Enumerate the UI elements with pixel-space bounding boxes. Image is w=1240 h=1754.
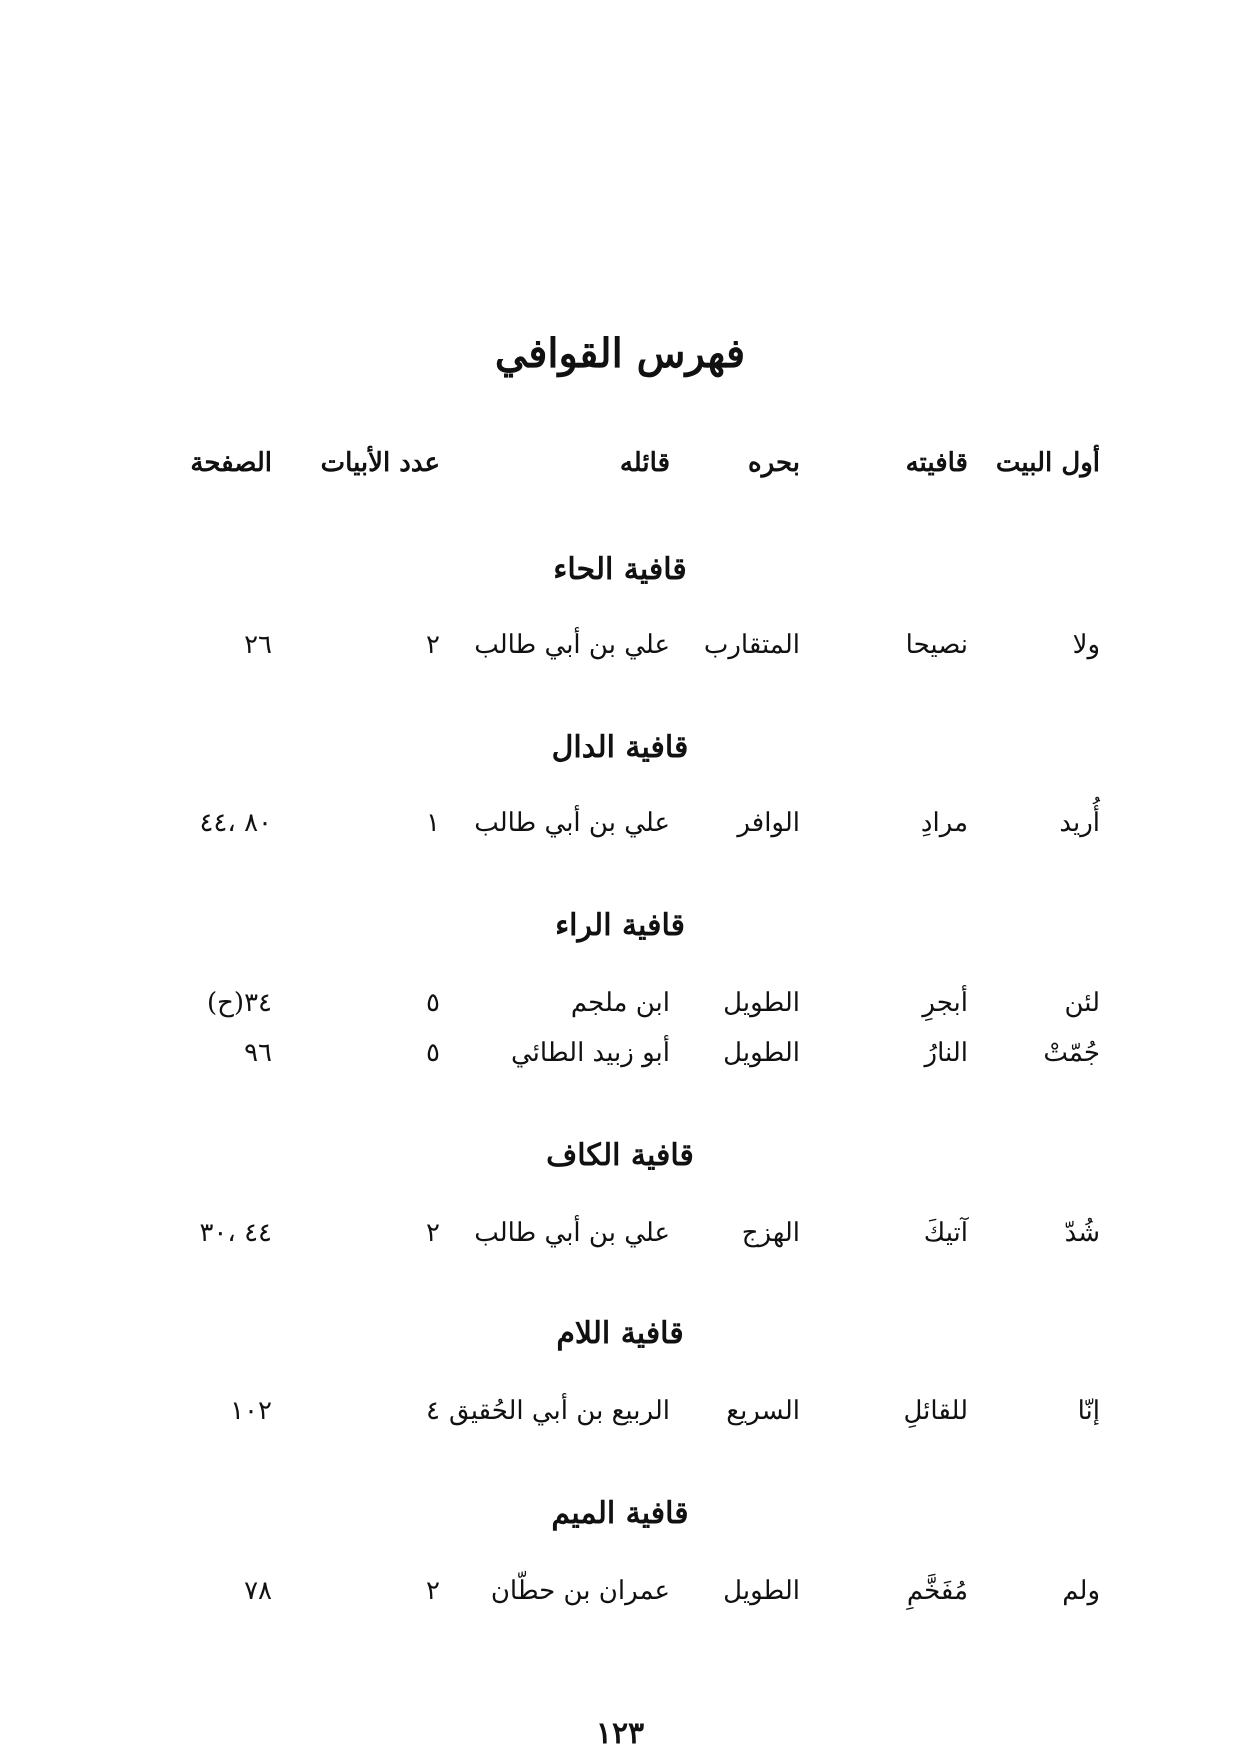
header-meter: بحره bbox=[748, 448, 800, 478]
cell-verse-count: ٢ bbox=[426, 630, 440, 660]
section-title-raa: قافية الراء bbox=[555, 908, 685, 943]
section-title-mim: قافية الميم bbox=[551, 1496, 689, 1531]
section-title-dal: قافية الدال bbox=[551, 730, 689, 765]
cell-page: ٩٦ bbox=[244, 1038, 272, 1068]
section-title-lam: قافية اللام bbox=[556, 1316, 684, 1351]
header-page: الصفحة bbox=[190, 448, 272, 478]
table-row bbox=[0, 1038, 1240, 1082]
cell-poet: علي بن أبي طالب bbox=[474, 630, 670, 660]
table-row bbox=[0, 1218, 1240, 1262]
table-row bbox=[0, 988, 1240, 1032]
cell-rhyme: مُفَخَّمِ bbox=[906, 1576, 968, 1606]
cell-first-line: إنّا bbox=[1077, 1396, 1100, 1426]
cell-first-line: ولم bbox=[1062, 1576, 1100, 1606]
cell-first-line: لئن bbox=[1064, 988, 1100, 1018]
section-title-kaf: قافية الكاف bbox=[546, 1138, 694, 1173]
table-row bbox=[0, 1576, 1240, 1620]
cell-meter: السريع bbox=[726, 1396, 800, 1426]
cell-page: ٨٠ ،٤٤ bbox=[199, 808, 272, 838]
cell-meter: الطويل bbox=[723, 1038, 800, 1068]
cell-page: ١٠٢ bbox=[230, 1396, 272, 1426]
cell-poet: الربيع بن أبي الحُقيق bbox=[449, 1396, 670, 1426]
cell-poet: عمران بن حطّان bbox=[490, 1576, 670, 1606]
page-number: ١٢٣ bbox=[595, 1716, 645, 1751]
page-title: فهرس القوافي bbox=[494, 330, 746, 377]
cell-rhyme: مرادِ bbox=[920, 808, 968, 838]
cell-rhyme: نصيحا bbox=[905, 630, 968, 660]
cell-poet: أبو زبيد الطائي bbox=[510, 1038, 670, 1068]
cell-first-line: شُدّ bbox=[1064, 1218, 1100, 1248]
cell-first-line: أُريد bbox=[1059, 808, 1100, 838]
cell-first-line: جُمّتْ bbox=[1043, 1038, 1100, 1068]
table-row bbox=[0, 808, 1240, 852]
cell-verse-count: ٥ bbox=[426, 1038, 440, 1068]
table-row bbox=[0, 630, 1240, 674]
header-verse-count: عدد الأبيات bbox=[320, 448, 440, 478]
table-header bbox=[0, 448, 1240, 492]
cell-verse-count: ١ bbox=[426, 808, 440, 838]
cell-meter: المتقارب bbox=[703, 630, 800, 660]
cell-meter: الطويل bbox=[723, 1576, 800, 1606]
header-first-line: أول البيت bbox=[995, 448, 1100, 478]
cell-page: ٧٨ bbox=[244, 1576, 272, 1606]
cell-page: ٢٦ bbox=[244, 630, 272, 660]
header-rhyme: قافيته bbox=[905, 448, 968, 478]
section-title-haa: قافية الحاء bbox=[553, 552, 687, 587]
cell-rhyme: للقائلِ bbox=[903, 1396, 968, 1426]
cell-first-line: ولا bbox=[1072, 630, 1100, 660]
cell-meter: الهزج bbox=[741, 1218, 800, 1248]
cell-page: ٤٤ ،٣٠ bbox=[199, 1218, 272, 1248]
cell-rhyme: أبجرِ bbox=[922, 988, 968, 1018]
table-row bbox=[0, 1396, 1240, 1440]
cell-rhyme: آتيكَ bbox=[923, 1218, 968, 1248]
cell-poet: علي بن أبي طالب bbox=[474, 1218, 670, 1248]
cell-page: ٣٤(ح) bbox=[206, 988, 272, 1018]
cell-poet: ابن ملجم bbox=[570, 988, 670, 1018]
cell-meter: الطويل bbox=[723, 988, 800, 1018]
cell-rhyme: النارُ bbox=[924, 1038, 968, 1068]
cell-meter: الوافر bbox=[737, 808, 800, 838]
cell-verse-count: ٢ bbox=[426, 1218, 440, 1248]
cell-verse-count: ٢ bbox=[426, 1576, 440, 1606]
cell-poet: علي بن أبي طالب bbox=[474, 808, 670, 838]
header-poet: قائله bbox=[619, 448, 670, 478]
cell-verse-count: ٤ bbox=[426, 1396, 440, 1426]
cell-verse-count: ٥ bbox=[426, 988, 440, 1018]
